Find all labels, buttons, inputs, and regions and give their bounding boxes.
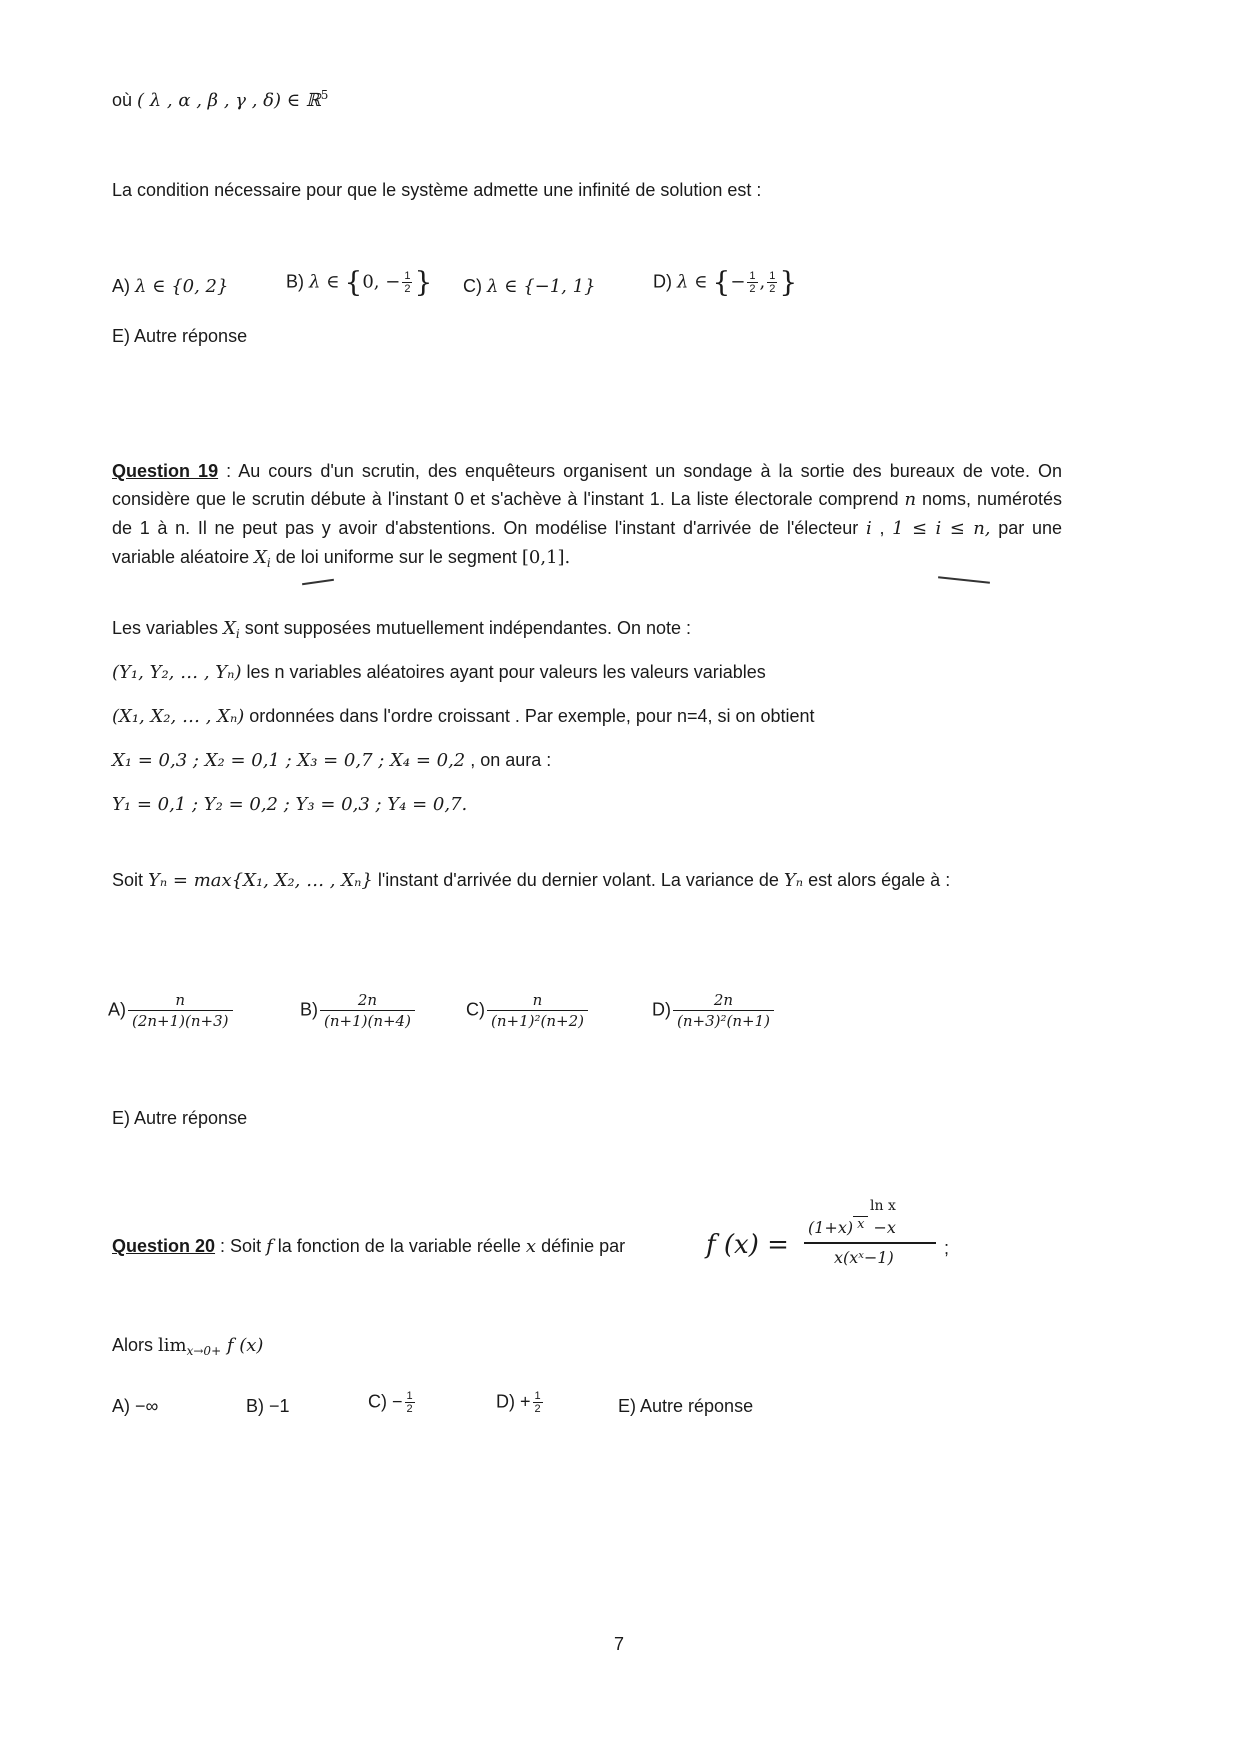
denominator: (n+1)(n+4) xyxy=(320,1010,415,1029)
q19-line-c xyxy=(112,706,815,727)
text: l'instant d'arrivée du dernier volant. La variance de xyxy=(372,870,784,890)
q19-option-d xyxy=(652,992,776,1029)
denominator: (n+1)²(n+2) xyxy=(487,1010,588,1029)
numerator: 1 xyxy=(534,1390,541,1402)
fraction-half xyxy=(747,270,757,295)
text: Soit xyxy=(112,870,149,890)
option-label: A) xyxy=(108,999,126,1020)
intro-text: par une variable aléatoire xyxy=(112,518,1062,567)
text: définie par xyxy=(536,1236,626,1256)
yn-definition: Yₙ = max{X₁, X₂, … , Xₙ} xyxy=(148,870,373,891)
minus-sign: − xyxy=(730,271,746,293)
x-values: X₁ = 0,3 ; X₂ = 0,1 ; X₃ = 0,7 ; X₄ = 0,2 xyxy=(112,750,466,771)
fraction xyxy=(128,992,233,1029)
var-i: i xyxy=(866,518,872,539)
text: Soit xyxy=(230,1236,267,1256)
q18-option-d xyxy=(653,265,798,299)
q20-option-c xyxy=(368,1390,417,1415)
tuple-exponent: 5 xyxy=(320,88,329,102)
denominator: 2 xyxy=(769,283,776,295)
right-brace: } xyxy=(779,265,798,299)
intro-text: Au cours d'un scrutin, des enquêteurs organisent un sondage à la sortie des bureaux de vote. On considère que le scrutin débute à l'instant 0 et s'achève à l'instant 1. La liste électorale comprend xyxy=(112,461,1063,509)
x-tuple: (X₁, X₂, … , Xₙ) xyxy=(112,706,245,727)
var-n: n xyxy=(904,489,917,510)
option-label: D) xyxy=(653,271,672,292)
q20-option-b: B) −1 xyxy=(246,1396,290,1416)
text: sont supposées mutuellement indépendantes. On note : xyxy=(239,618,692,638)
q19-option-b xyxy=(300,992,417,1029)
fraction xyxy=(673,992,774,1029)
denominator: 2 xyxy=(404,283,411,295)
lim-sub: x→0+ xyxy=(186,1344,222,1358)
intro-text: de loi uniforme sur le segment xyxy=(270,547,522,567)
lim: lim xyxy=(158,1335,187,1356)
q20-option-a: A) −∞ xyxy=(112,1396,159,1416)
text: Alors xyxy=(112,1335,159,1355)
numerator: 2n xyxy=(713,991,734,1009)
q18-option-c xyxy=(463,276,596,297)
fraction-half xyxy=(767,270,777,295)
numerator: 1 xyxy=(749,270,756,282)
q20-numerator xyxy=(808,1216,896,1238)
q20-denominator: x(xˣ−1) xyxy=(834,1248,894,1267)
option-text: λ ∈ xyxy=(309,271,340,293)
condition-text: La condition nécessaire pour que le système admette une infinité de solution est : xyxy=(112,180,762,200)
numerator: n xyxy=(175,991,186,1009)
q19-option-a xyxy=(108,992,235,1029)
denominator: 2 xyxy=(406,1403,413,1415)
q20-statement xyxy=(112,1236,625,1257)
set-inner: 0, − xyxy=(362,271,401,293)
text: est alors égale à : xyxy=(803,870,951,890)
var-f: f xyxy=(266,1236,273,1257)
fraction xyxy=(320,992,415,1029)
q20-exp-top: ln x xyxy=(870,1198,896,1214)
lim-f: f (x) xyxy=(221,1335,264,1356)
tuple-expression: ( λ , α , β , γ , δ) ∈ ℝ xyxy=(137,90,321,111)
option-label: B) xyxy=(286,271,304,292)
comma: , xyxy=(759,271,766,293)
right-brace: } xyxy=(414,265,433,299)
var-x-sub: i xyxy=(235,627,240,641)
separator: : xyxy=(215,1236,231,1256)
denominator: 2 xyxy=(749,283,756,295)
text: , on aura : xyxy=(465,750,552,770)
denominator: 2 xyxy=(534,1403,541,1415)
var-x: X xyxy=(254,547,267,568)
option-text: λ ∈ xyxy=(677,271,708,293)
q19-soit xyxy=(112,866,1062,895)
left-brace: { xyxy=(344,265,363,299)
option-label: C) xyxy=(466,999,485,1020)
num-tail: −x xyxy=(868,1218,896,1237)
pen-mark xyxy=(938,576,990,583)
q20-label: Question 20 xyxy=(112,1236,216,1256)
separator: : xyxy=(218,461,239,481)
var-x-sub: i xyxy=(266,556,271,570)
q19-intro xyxy=(112,457,1062,577)
pen-mark xyxy=(302,579,334,585)
fraction xyxy=(487,992,588,1029)
q19-y-values: Y₁ = 0,1 ; Y₂ = 0,2 ; Y₃ = 0,3 ; Y₄ = 0,7. xyxy=(112,794,468,815)
numerator: 2n xyxy=(357,991,378,1009)
q19-x-values xyxy=(112,750,551,771)
var-x: x xyxy=(525,1236,537,1257)
q18-option-e: E) Autre réponse xyxy=(112,326,248,346)
q19-line-b xyxy=(112,662,766,683)
q20-option-d xyxy=(496,1390,545,1415)
q20-semicolon: ; xyxy=(944,1238,950,1258)
denominator: (2n+1)(n+3) xyxy=(128,1010,233,1029)
segment: [0,1]. xyxy=(521,547,571,568)
tuple-line xyxy=(112,88,328,111)
numerator: n xyxy=(532,991,543,1009)
text: la fonction de la variable réelle xyxy=(272,1236,526,1256)
q20-fx: f (x) = xyxy=(706,1230,789,1260)
ou-prefix: où xyxy=(112,90,133,110)
fraction-half xyxy=(402,270,412,295)
q19-option-c xyxy=(466,992,590,1029)
range-expr: 1 ≤ i ≤ n, xyxy=(892,518,991,539)
page-number: 7 xyxy=(614,1634,625,1654)
option-text: λ ∈ {0, 2} xyxy=(135,276,229,297)
left-brace: { xyxy=(712,265,731,299)
q19-option-e: E) Autre réponse xyxy=(112,1108,248,1128)
numerator: 1 xyxy=(406,1390,413,1402)
denominator: (n+3)²(n+1) xyxy=(673,1010,774,1029)
intro-text: noms, numérotés de 1 à n. Il ne peut pas y avoir d'abstentions. On modélise l'instant d'arrivée de l'électeur xyxy=(112,489,1062,538)
option-label: D) + xyxy=(496,1391,531,1412)
q18-option-b xyxy=(286,265,433,299)
intro-text: , xyxy=(871,518,893,538)
text: ordonnées dans l'ordre croissant . Par exemple, pour n=4, si on obtient xyxy=(244,706,815,726)
q19-label: Question 19 xyxy=(112,461,219,481)
num-exp: x xyxy=(853,1216,868,1232)
option-label: C) − xyxy=(368,1391,403,1412)
y-tuple: (Y₁, Y₂, … , Yₙ) xyxy=(112,662,242,683)
option-label: A) xyxy=(112,276,130,296)
q18-option-a xyxy=(112,276,228,297)
fraction-half xyxy=(405,1390,415,1415)
text: les n variables aléatoires ayant pour valeurs les valeurs variables xyxy=(241,662,766,682)
var-x: X xyxy=(223,618,236,639)
q20-option-e: E) Autre réponse xyxy=(618,1396,754,1416)
option-text: λ ∈ {−1, 1} xyxy=(487,276,596,297)
numerator: 1 xyxy=(404,270,411,282)
var-yn: Yₙ xyxy=(783,870,804,891)
numerator: 1 xyxy=(769,270,776,282)
option-label: C) xyxy=(463,276,482,296)
q20-limit xyxy=(112,1335,263,1358)
text: Les variables xyxy=(112,618,224,638)
q20-fraction-bar xyxy=(804,1242,936,1244)
num-base: (1+x) xyxy=(808,1218,854,1237)
fraction-half xyxy=(533,1390,543,1415)
option-label: B) xyxy=(300,999,318,1020)
q19-line-a xyxy=(112,618,691,641)
option-label: D) xyxy=(652,999,671,1020)
